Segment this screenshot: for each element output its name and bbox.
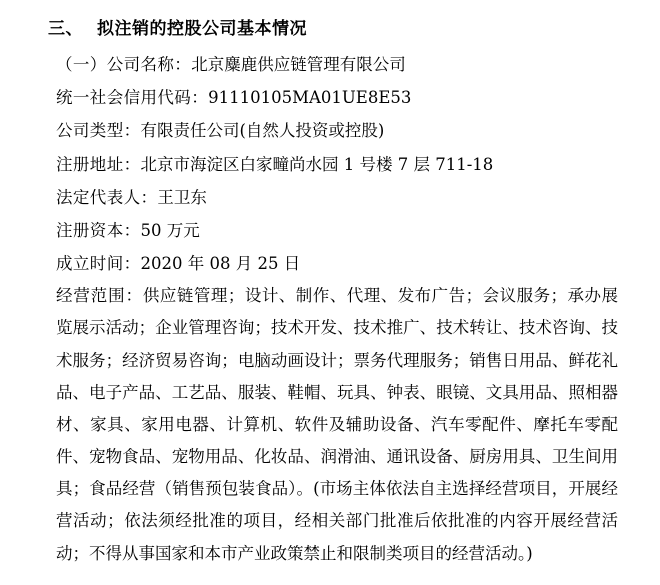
- field-registered-address: [48, 149, 618, 181]
- business-scope-text: 供应链管理；设计、制作、代理、发布广告；会议服务；承办展览展示活动；企业管理咨询；技术开发、技术推广、技术转让、技术咨询、技术服务；经济贸易咨询；电脑动画设计；票务代理服务；销售日用品、鲜花礼品、电子产品、工艺品、服装、鞋帽、玩具、钟表、眼镜、文具用品、照相器材、家具、家用电器、计算机、软件及辅助设备、汽车零配件、摩托车零配件、宠物食品、宠物用品、化妆品、润滑油、通讯设备、厨房用具、卫生间用具；食品经营（销售预包装食品）。(市场主体依法自主选择经营项目，开展经营活动；依法须经批准的项目，经相关部门批准后依批准的内容开展经营活动；不得从事国家和本市产业政策禁止和限制类项目的经营活动。): [56, 286, 618, 563]
- field-company-type: [48, 115, 618, 147]
- field-company-type-value: 有限责任公司(自然人投资或控股): [140, 121, 385, 141]
- field-registered-address-value: 北京市海淀区白家疃尚水园 1 号楼 7 层 711-18: [140, 154, 494, 174]
- field-registered-address-label: 注册地址：: [56, 154, 141, 174]
- section-heading: [48, 14, 618, 39]
- field-credit-code-value: 91110105MA01UE8E53: [208, 88, 412, 108]
- field-credit-code-label: 统一社会信用代码：: [56, 88, 209, 108]
- field-establishment-date-value: 2020 年 08 月 25 日: [140, 254, 301, 274]
- business-scope-paragraph: [48, 280, 618, 570]
- company-name-label: （一）公司名称：: [56, 55, 192, 74]
- field-establishment-date-label: 成立时间：: [56, 254, 141, 274]
- field-registered-capital-label: 注册资本：: [56, 220, 141, 240]
- business-scope-label: 经营范围：: [56, 286, 143, 306]
- field-legal-representative-value: 王卫东: [157, 187, 207, 207]
- field-company-type-label: 公司类型：: [56, 121, 141, 141]
- field-legal-representative-label: 法定代表人：: [56, 187, 158, 207]
- field-registered-capital: [48, 215, 618, 247]
- section-heading-number: 三、: [48, 19, 83, 39]
- section-heading-text: 拟注销的控股公司基本情况: [97, 19, 307, 39]
- company-name-line: [48, 49, 618, 81]
- field-credit-code: [48, 82, 618, 114]
- field-legal-representative: [48, 182, 618, 214]
- field-establishment-date: [48, 248, 618, 280]
- company-name-value: 北京麋鹿供应链管理有限公司: [191, 55, 406, 74]
- field-registered-capital-value: 50 万元: [140, 220, 200, 240]
